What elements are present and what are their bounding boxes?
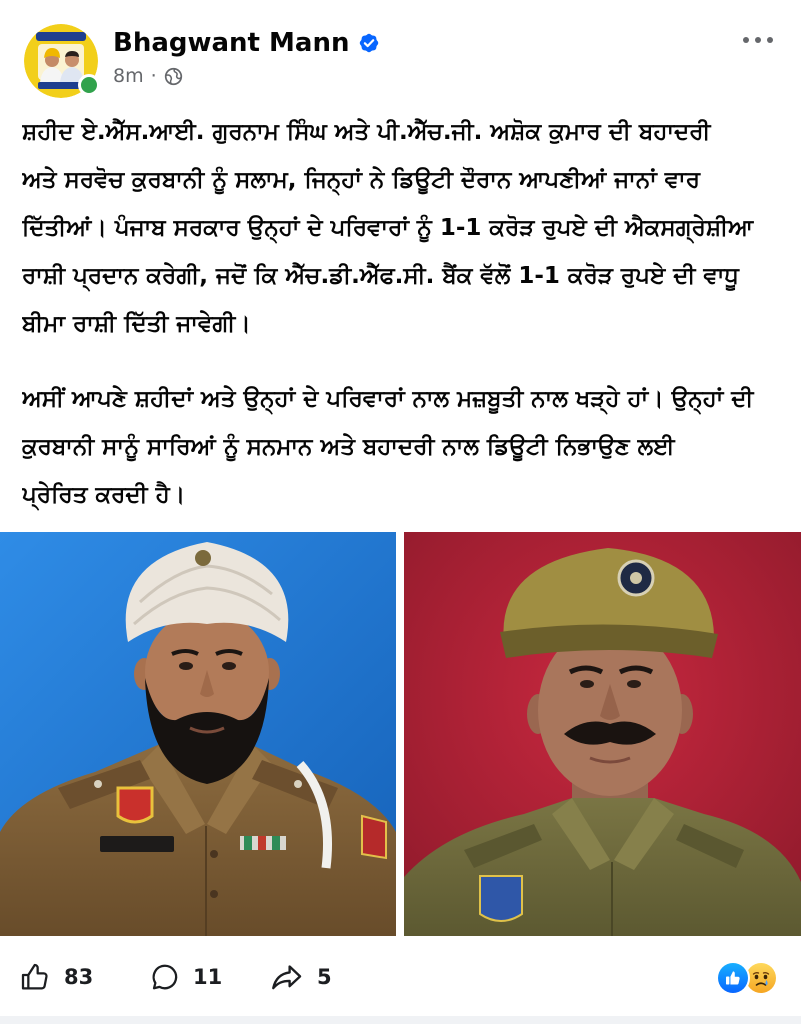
post-text-line: ਅਸੀਂ ਆਪਣੇ ਸ਼ਹੀਦਾਂ ਅਤੇ ਉਨ੍ਹਾਂ ਦੇ ਪਰਿਵਾਰਾਂ ਨਾਲ ਮਜ਼ਬੂਤੀ ਨਾਲ ਖੜ੍ਹੇ ਹਾਂ। ਉਨ੍ਹਾਂ ਦੀ — [22, 386, 754, 412]
like-reaction-icon — [718, 963, 748, 993]
post-photo-right[interactable] — [404, 532, 801, 936]
author-name[interactable]: Bhagwant Mann — [113, 28, 350, 58]
post-message — [22, 108, 786, 519]
globe-icon[interactable] — [164, 67, 183, 86]
verified-badge-icon — [358, 32, 380, 54]
reaction-summary[interactable] — [716, 961, 782, 993]
more-options-button[interactable] — [738, 26, 778, 54]
shoulder-patch — [362, 816, 386, 858]
post-meta — [113, 62, 183, 90]
name-plate — [100, 836, 174, 852]
post-paragraph — [22, 375, 786, 519]
sad-reaction-icon — [746, 963, 776, 993]
turban-badge — [195, 550, 211, 566]
police-patch — [118, 788, 152, 822]
like-icon — [19, 961, 51, 993]
share-count: 5 — [317, 965, 332, 989]
post-paragraph — [22, 108, 786, 348]
comment-icon — [150, 962, 180, 992]
like-button[interactable] — [19, 958, 93, 996]
like-reaction — [716, 961, 750, 995]
more-options-icon — [741, 35, 775, 45]
officer-portrait-turban — [0, 532, 396, 936]
post-text-line: ਪ੍ਰੇਰਿਤ ਕਰਦੀ ਹੈ। — [22, 482, 186, 508]
post-timestamp[interactable]: 8m — [113, 65, 144, 87]
post-text-line: ਸ਼ਹੀਦ ਏ.ਐੱਸ.ਆਈ. ਗੁਰਨਾਮ ਸਿੰਘ ਅਤੇ ਪੀ.ਐੱਚ.ਜੀ. ਅਸ਼ੋਕ ਕੁਮਾਰ ਦੀ ਬਹਾਦਰੀ — [22, 119, 711, 145]
share-button[interactable] — [270, 958, 332, 996]
post-text-line: ਰਾਸ਼ੀ ਪ੍ਰਦਾਨ ਕਰੇਗੀ, ਜਦੋਂ ਕਿ ਐੱਚ.ਡੀ.ਐੱਫ.ਸੀ. ਬੈਂਕ ਵੱਲੋਂ 1-1 ਕਰੋੜ ਰੁਪਏ ਦੀ ਵਾਧੂ — [22, 263, 739, 289]
post-text-line: ਬੀਮਾ ਰਾਸ਼ੀ ਦਿੱਤੀ ਜਾਵੇਗੀ। — [22, 311, 251, 337]
online-status-dot — [78, 74, 100, 96]
post-divider — [0, 1016, 801, 1024]
comment-button[interactable] — [150, 958, 222, 996]
officer-portrait-cap — [404, 532, 801, 936]
ribbon-bar — [240, 836, 286, 850]
police-patch — [480, 876, 522, 921]
like-count: 83 — [64, 965, 94, 989]
post-text-line: ਦਿੱਤੀਆਂ। ਪੰਜਾਬ ਸਰਕਾਰ ਉਨ੍ਹਾਂ ਦੇ ਪਰਿਵਾਰਾਂ ਨੂੰ 1-1 ਕਰੋੜ ਰੁਪਏ ਦੀ ਐਕਸਗ੍ਰੇਸ਼ੀਆ — [22, 215, 754, 241]
author-row — [113, 23, 380, 63]
share-icon — [270, 961, 304, 993]
post-photo-left[interactable] — [0, 532, 396, 936]
post-text-line: ਕੁਰਬਾਨੀ ਸਾਨੂੰ ਸਾਰਿਆਂ ਨੂੰ ਸਨਮਾਨ ਅਤੇ ਬਹਾਦਰੀ ਨਾਲ ਡਿਊਟੀ ਨਿਭਾਉਣ ਲਈ — [22, 434, 675, 460]
post-text-line: ਅਤੇ ਸਰਵੋਚ ਕੁਰਬਾਨੀ ਨੂੰ ਸਲਾਮ, ਜਿਨ੍ਹਾਂ ਨੇ ਡਿਊਟੀ ਦੌਰਾਨ ਆਪਣੀਆਂ ਜਾਨਾਂ ਵਾਰ — [22, 167, 700, 193]
meta-separator: · — [150, 65, 157, 87]
comment-count: 11 — [193, 965, 223, 989]
